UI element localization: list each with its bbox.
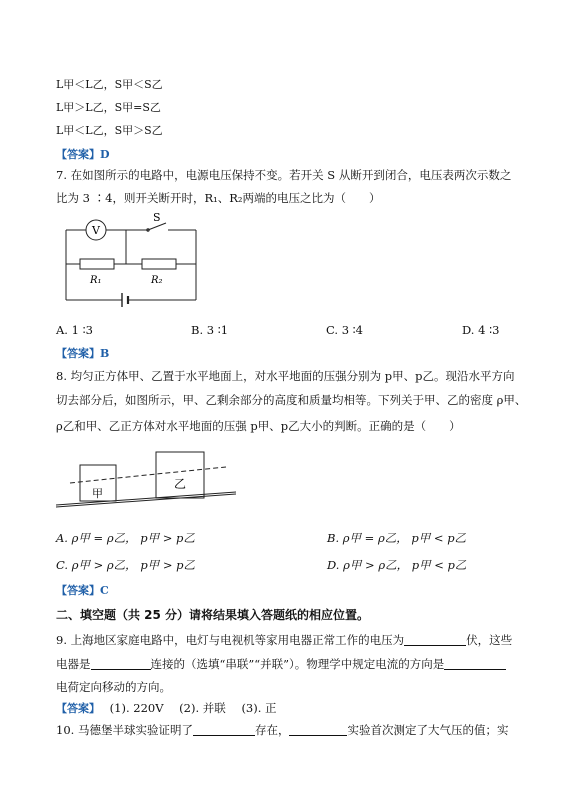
q7-option-c: C. 3 ∶4 <box>326 323 363 337</box>
q10-blank-2 <box>289 723 347 736</box>
q8-option-d: D. ρ甲 > ρ乙， p甲 < p乙 <box>327 558 467 572</box>
q8-line1: 8. 均匀正方体甲、乙置于水平地面上，对水平地面的压强分别为 p甲、p乙。现沿水平方向 <box>56 369 515 383</box>
r1-label: R₁ <box>90 275 102 286</box>
q8-cubes-diagram <box>56 445 236 517</box>
q9-line1 <box>56 632 512 648</box>
q7-option-d: D. 4 ∶3 <box>462 323 500 337</box>
q10-text-b: 存在， <box>254 723 290 737</box>
q9-answer <box>56 700 277 716</box>
section-heading: 二、填空题（共 25 分）请将结果填入答题纸的相应位置。 <box>56 608 370 622</box>
switch-label: S <box>153 212 161 224</box>
q8-option-a: A. ρ甲 = ρ乙， p甲 > p乙 <box>56 531 195 545</box>
q9-blank-1 <box>404 633 466 646</box>
q8-line2: 切去部分后，如图所示，甲、乙剩余部分的高度和质量均相等。下列关于甲、乙的密度 ρ甲、 <box>56 393 527 407</box>
q9-blank-3 <box>444 657 506 670</box>
q8-option-b: B. ρ甲 = ρ乙， p甲 < p乙 <box>327 531 467 545</box>
q7-line1: 7. 在如图所示的电路中，电源电压保持不变。若开关 S 从断开到闭合，电压表两次示数之 <box>56 168 512 182</box>
q8-option-c: C. ρ甲 > ρ乙， p甲 > p乙 <box>56 558 195 572</box>
q7-answer: 【答案】B <box>56 347 110 360</box>
q7-line2: 比为 3 ∶4，则开关断开时，R₁、R₂两端的电压之比为（ ） <box>56 191 381 205</box>
jia-label: 甲 <box>92 487 103 500</box>
option-b: L甲＜L乙，S甲＜S乙 <box>56 78 163 91</box>
q8-answer: 【答案】C <box>56 584 109 597</box>
q7-option-b: B. 3 ∶1 <box>191 323 229 337</box>
switch-blade <box>148 223 166 230</box>
q9-answer-1: (1). 220V <box>109 701 164 715</box>
q10-blank-1 <box>193 723 255 736</box>
q9-text-1b: 伏，这些 <box>466 633 513 647</box>
resistor-r1 <box>80 259 114 269</box>
q9-text-2a: 电器是 <box>56 657 91 671</box>
option-c: L甲＞L乙，S甲=S乙 <box>56 101 161 114</box>
option-d: L甲＜L乙，S甲＞S乙 <box>56 124 163 137</box>
resistor-r2 <box>142 259 176 269</box>
q9-text-1a: 9. 上海地区家庭电路中，电灯与电视机等家用电器正常工作的电压为 <box>56 633 405 647</box>
q9-answer-3: (3). 正 <box>241 701 277 715</box>
q8-line3: ρ乙和甲、乙正方体对水平地面的压强 p甲、p乙大小的判断。正确的是（ ） <box>56 419 461 433</box>
q9-blank-2 <box>91 657 151 670</box>
yi-label: 乙 <box>174 477 187 491</box>
q10-text-a: 10. 马德堡半球实验证明了 <box>56 723 193 737</box>
q10-text-c: 实验首次测定了大气压的值；实 <box>347 723 509 737</box>
q7-option-a: A. 1 ∶3 <box>56 323 93 337</box>
cut-line <box>70 467 226 483</box>
q9-answer-label: 【答案】 <box>56 702 100 715</box>
voltmeter-label: V <box>92 224 100 237</box>
answer-prev: 【答案】D <box>56 148 110 161</box>
q10-line1 <box>56 722 508 738</box>
q9-line3: 电荷定向移动的方向。 <box>56 680 171 694</box>
q9-answer-2: (2). 并联 <box>179 701 226 715</box>
r2-label: R₂ <box>151 275 163 286</box>
q9-text-2b: 连接的（选填“串联”“并联”）。物理学中规定电流的方向是 <box>150 657 445 671</box>
q9-line2 <box>56 656 506 672</box>
q7-circuit-diagram <box>58 212 208 312</box>
cube-yi <box>156 452 204 498</box>
